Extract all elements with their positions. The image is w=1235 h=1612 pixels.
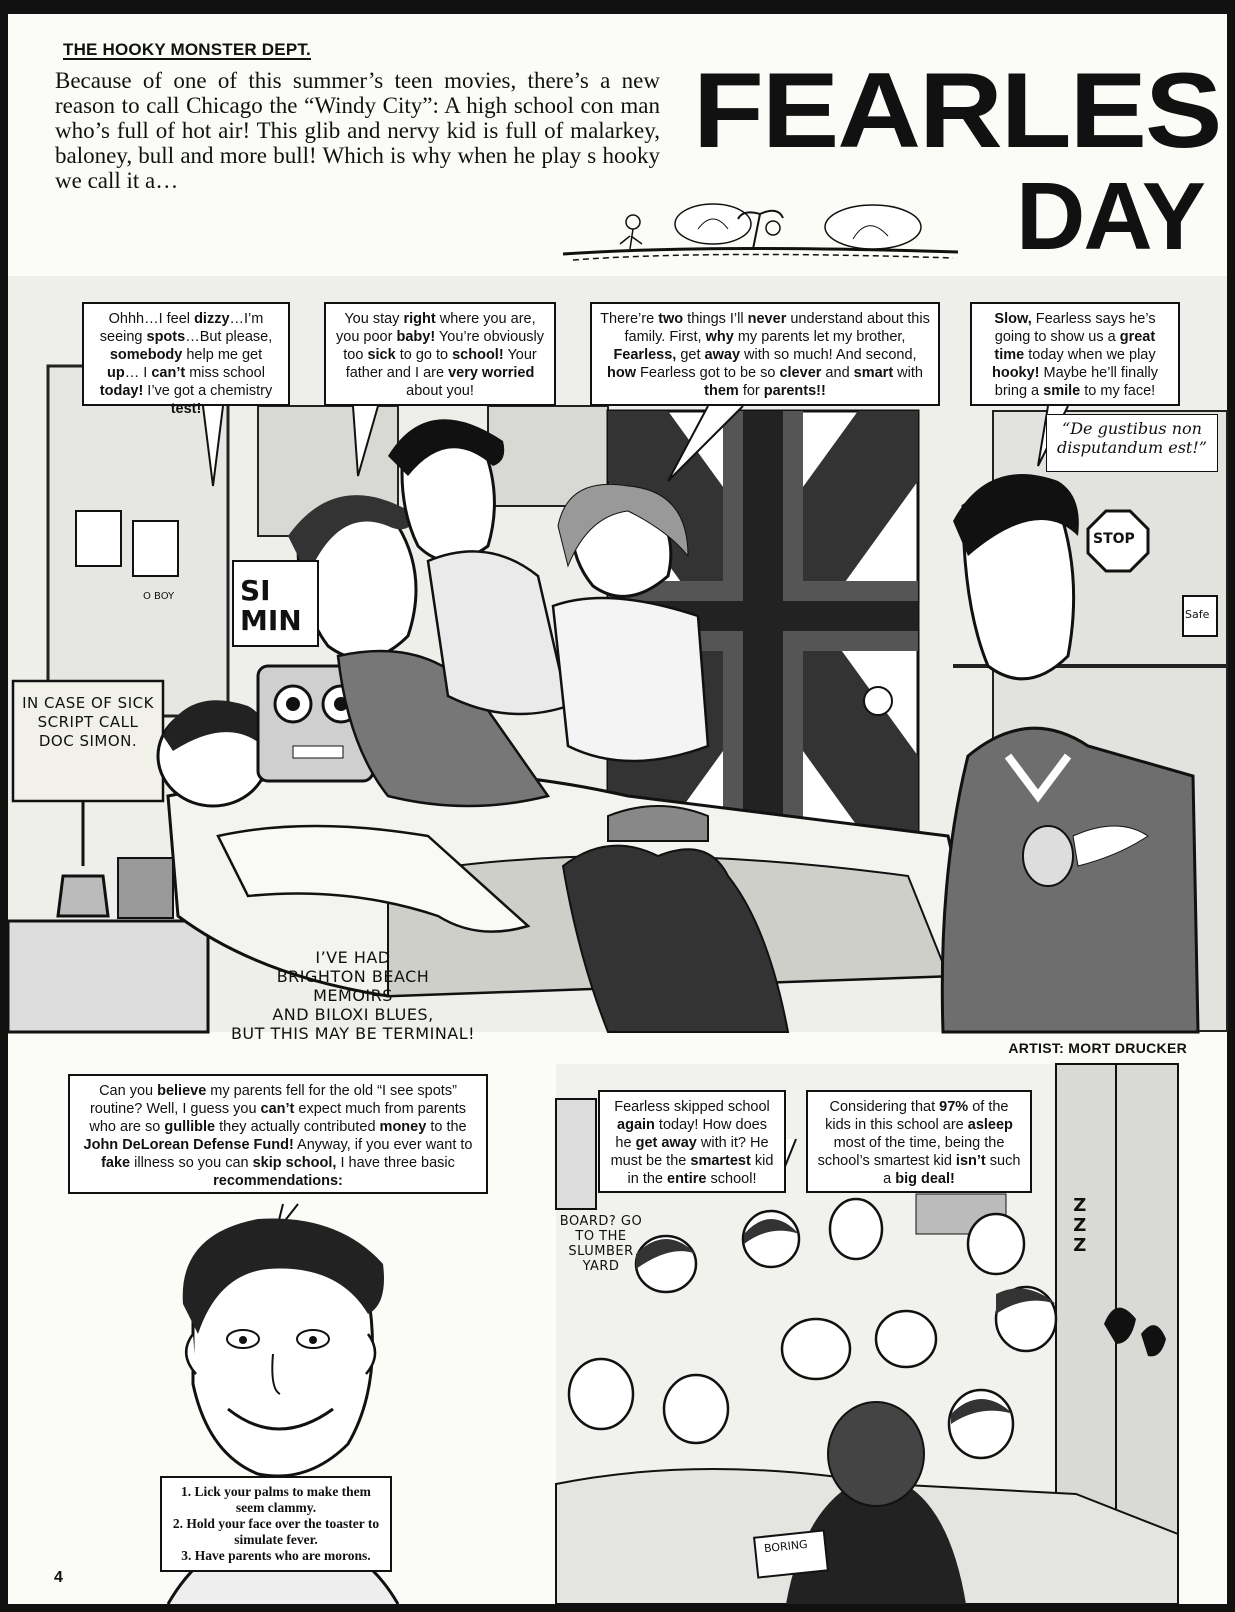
bold-word: parents!! [763, 383, 826, 399]
poster-text: SI MIN [240, 574, 302, 637]
bubble-text: There’re two things I’ll never understand about this family. First, why my parents let my brother, Fearless, get away with so much! And second, how Fearless got to be so clever and smart with them for parents!! [600, 311, 930, 399]
bubble-text: Ohhh…I feel dizzy…I’m seeing spots…But please, somebody help me get up… I can’t miss school today! I’ve got a chemistry test! [99, 311, 273, 417]
bold-word: money [379, 1119, 427, 1135]
bold-word: school! [452, 347, 504, 363]
bold-word: smart [853, 365, 894, 381]
bubble-text: Considering that 97% of the kids in this school are asleep most of the time, being the school’s smartest kid isn’t such a big deal! [817, 1099, 1021, 1187]
bold-word: baby! [396, 329, 436, 345]
bold-word: believe [157, 1083, 207, 1099]
bold-word: test! [170, 401, 202, 417]
caption-line: MEMOIRS [313, 986, 393, 1005]
caption-line: BRIGHTON BEACH [276, 967, 430, 986]
speech-bubble-student-1 [598, 1090, 786, 1193]
bold-word: two [658, 311, 684, 327]
speech-bubble-sick-kid [82, 302, 290, 417]
bold-word: spots [146, 329, 186, 345]
bubble-text: You stay right where you are, you poor baby! You’re obviously too sick to go to school! Your father and I are very worried about you! [336, 311, 544, 399]
bold-word: isn’t [955, 1153, 986, 1169]
panel-3-classroom [556, 1064, 1178, 1604]
bold-word: John DeLorean Defense Fund! [83, 1137, 294, 1153]
bold-word: Slow, [994, 311, 1032, 327]
bold-word: recommendations: [213, 1173, 343, 1189]
speech-bubble-sister-slow [970, 302, 1180, 406]
bubble-text: Slow, Fearless says he’s going to show us a great time today when we play hooky! Maybe he’ll finally bring a smile to my face! [991, 311, 1158, 399]
bold-word: sick [367, 347, 396, 363]
bold-word: why [705, 329, 734, 345]
intro-paragraph: Because of one of this summer’s teen movies, there’s a new reason to call Chicago the “Windy City”: A high school con man who’s full of hot air! This glib and nervy kid is full of malarkey, baloney, bull and more bull! Which is why when he play s hooky we call it a… [55, 68, 660, 193]
bold-word: dizzy [194, 311, 230, 327]
bold-word: smartest [690, 1153, 751, 1169]
latin-speech-bubble: “De gustibus non disputandum est!” [1046, 414, 1218, 472]
department-heading: THE HOOKY MONSTER DEPT. [63, 40, 311, 59]
artist-credit: ARTIST: MORT DRUCKER [1008, 1040, 1187, 1056]
bold-word: can’t [260, 1101, 295, 1117]
title-line-1: FEARLES [693, 50, 1221, 170]
bold-word: clever [779, 365, 822, 381]
speech-bubble-mother [324, 302, 556, 406]
title-line-2: DAY [1016, 163, 1204, 270]
bold-word: asleep [967, 1117, 1013, 1133]
page-number: 4 [54, 1569, 63, 1586]
bold-word: how [607, 365, 636, 381]
bold-word: never [747, 311, 787, 327]
lamp-shade-sign: IN CASE OF SICK SCRIPT CALL DOC SIMON. [22, 694, 154, 750]
caption-line: AND BILOXI BLUES, [272, 1005, 434, 1024]
photo-caption: O BOY [143, 591, 175, 602]
bold-word: Fearless, [613, 347, 677, 363]
bold-word: can’t [151, 365, 186, 381]
speech-bubble-sister [590, 302, 940, 406]
bold-word: up [107, 365, 125, 381]
bold-word: hooky! [991, 365, 1040, 381]
caption-line: BUT THIS MAY BE TERMINAL! [230, 1024, 476, 1043]
recommendation-item: 1. Lick your palms to make them seem clammy. [181, 1484, 371, 1515]
bold-word: entire [667, 1171, 707, 1187]
bold-word: today! [99, 383, 144, 399]
magazine-page [8, 14, 1227, 1604]
bold-word: skip school, [252, 1155, 337, 1171]
bold-word: somebody [109, 347, 183, 363]
bold-word: get away [635, 1135, 697, 1151]
bold-word: very worried [448, 365, 535, 381]
stop-sign-text: STOP [1093, 531, 1135, 547]
bold-word: fake [101, 1155, 131, 1171]
bold-word: smile [1043, 383, 1081, 399]
bold-word: great time [994, 329, 1156, 363]
bold-word: gullible [164, 1119, 216, 1135]
recommendations-list [160, 1476, 392, 1572]
speech-bubble-fearless [68, 1074, 488, 1194]
sleep-zzz: ZZZ [1073, 1195, 1087, 1256]
bold-word: right [403, 311, 436, 327]
recommendation-item: 3. Have parents who are morons. [181, 1548, 371, 1563]
caption-line: I’VE HAD [315, 948, 391, 967]
bold-word: big deal! [895, 1171, 955, 1187]
panel-1-bedroom [8, 276, 1227, 1043]
safe-sign-text: Safe [1185, 608, 1210, 621]
bubble-text: Can you believe my parents fell for the old “I see spots” routine? Well, I guess you can’t expect much from parents who are so gullible they actually contributed money to the John DeLorean Defense Fund! Anyway, if you ever want to fake illness so you can skip school, I have three basic recommendations: [83, 1083, 473, 1189]
recommendation-item: 2. Hold your face over the toaster to simulate fever. [172, 1516, 380, 1547]
boring-book-label: BORING [763, 1537, 809, 1556]
bubble-text: Fearless skipped school again today! How does he get away with it? He must be the smartest kid in the entire school! [610, 1099, 774, 1187]
classroom-board-sign: BOARD? GO TO THE SLUMBER YARD [559, 1214, 643, 1274]
bold-word: away [704, 347, 741, 363]
bold-word: 97% [939, 1099, 969, 1115]
bold-word: again [617, 1117, 655, 1133]
speech-bubble-student-2 [806, 1090, 1032, 1193]
bold-word: them [704, 383, 739, 399]
panel-1-caption [203, 948, 503, 1043]
